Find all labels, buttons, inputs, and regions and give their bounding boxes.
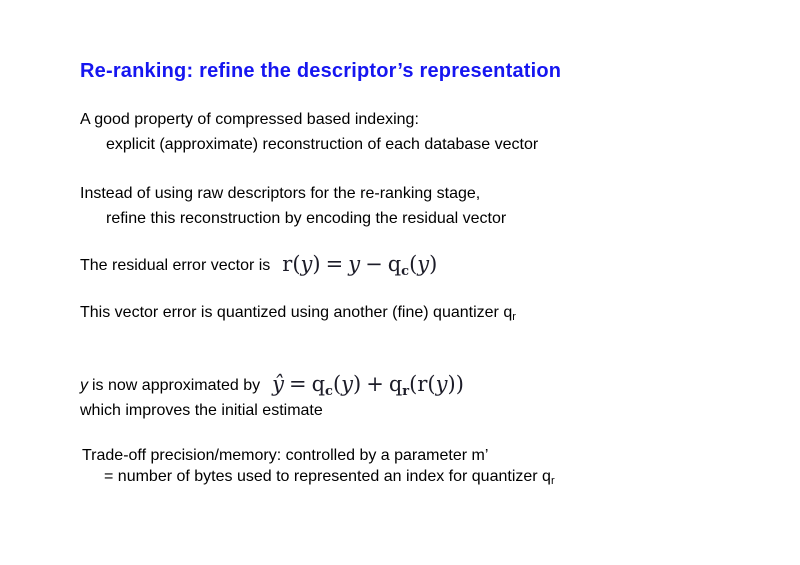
math-token: ( (409, 251, 418, 276)
math-token: y (300, 251, 313, 276)
math-token: ) (312, 251, 321, 276)
math-token: r (417, 371, 428, 396)
math-token: ) (353, 371, 362, 396)
math-token: c (401, 263, 410, 279)
math-token: ŷ (272, 371, 284, 396)
math-token: y (417, 251, 430, 276)
math-token: ) (455, 371, 464, 396)
math-token: − (365, 251, 383, 276)
math-token: ( (427, 371, 436, 396)
math-token: y (435, 371, 448, 396)
approximated-label: is now approximated by (92, 376, 261, 394)
math-token: q (387, 251, 402, 276)
slide-title: Re-ranking: refine the descriptor’s representation (80, 60, 562, 82)
math-token: r (402, 383, 410, 399)
math-token: r (282, 251, 293, 276)
math-token: ) (429, 251, 438, 276)
tradeoff-line2-text: = number of bytes used to represented an index for quantizer q (104, 468, 551, 485)
approx-formula (272, 372, 464, 399)
math-token: y (341, 371, 354, 396)
tradeoff-line2 (104, 467, 555, 491)
math-token: = (325, 251, 344, 276)
residual-formula (282, 252, 437, 279)
math-token: + (366, 371, 384, 396)
residual-label: The residual error vector is (80, 256, 271, 274)
instead-line1: Instead of using raw descriptors for the re-ranking stage, (80, 185, 481, 202)
math-token: c (325, 383, 333, 399)
math-token: ) (447, 371, 456, 396)
math-token: ( (292, 251, 301, 276)
math-token: q (311, 371, 326, 396)
residual-row (80, 247, 437, 283)
math-token: ( (409, 371, 418, 396)
math-token: y (348, 251, 361, 276)
approximated-lead-var: y (80, 376, 88, 394)
good-property-line1: A good property of compressed based indexing: (80, 111, 419, 128)
math-token: ( (332, 371, 342, 396)
tradeoff-line2-subscript: r (550, 475, 555, 487)
approximated-line2: which improves the initial estimate (80, 402, 323, 419)
quantized-line (80, 303, 516, 327)
good-property-line2: explicit (approximate) reconstruction of each database vector (106, 136, 539, 153)
math-token: = (288, 371, 307, 396)
quantized-subscript: r (512, 311, 516, 323)
quantized-text: This vector error is quantized using another (fine) quantizer q (80, 304, 513, 321)
tradeoff-line1: Trade-off precision/memory: controlled by a parameter m’ (82, 447, 489, 464)
math-token: q (388, 371, 403, 396)
approximated-row (80, 366, 464, 404)
instead-line2: refine this reconstruction by encoding the residual vector (106, 210, 507, 227)
